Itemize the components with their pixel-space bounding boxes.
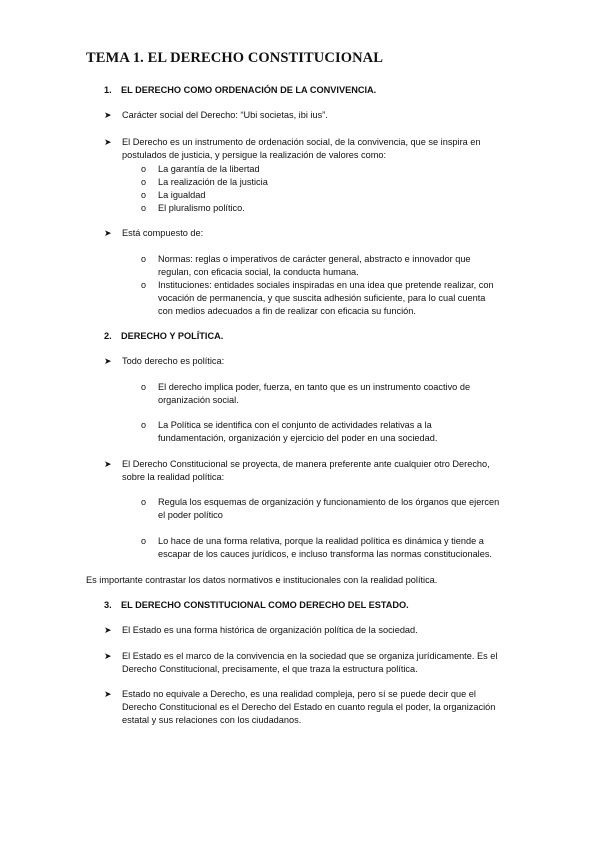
circle-bullet-icon: o (141, 177, 147, 187)
bullet-text: Estado no equivale a Derecho, es una realidad compleja, pero sí se puede decir que el (122, 689, 476, 699)
list-item: vocación de permanencia, y que suscita adhesión suficiente, para lo cual cuenta (158, 293, 486, 303)
list-item: Lo hace de una forma relativa, porque la realidad política es dinámica y tiende a (158, 536, 484, 546)
list-item: El pluralismo político. (158, 203, 245, 213)
list-item: escapar de los cauces jurídicos, e incluso transforma las normas constitucionales. (158, 549, 492, 559)
list-item: fundamentación, organización y ejercicio del poder en una sociedad. (158, 433, 438, 443)
arrow-bullet-icon: ➤ (104, 137, 112, 147)
section-number: 2. (104, 331, 112, 341)
bullet-text: El Derecho es un instrumento de ordenación social, de la convivencia, que se inspira en (122, 137, 481, 147)
bullet-text: Todo derecho es política: (122, 356, 225, 366)
list-item: Instituciones: entidades sociales inspiradas en una idea que pretende realizar, con (158, 280, 494, 290)
arrow-bullet-icon: ➤ (104, 228, 112, 238)
arrow-bullet-icon: ➤ (104, 356, 112, 366)
circle-bullet-icon: o (141, 536, 147, 546)
section-heading: EL DERECHO CONSTITUCIONAL COMO DERECHO DEL ESTADO. (121, 600, 409, 610)
arrow-bullet-icon: ➤ (104, 651, 112, 661)
bullet-text: postulados de justicia, y persigue la realización de valores como: (122, 150, 387, 160)
list-item: La garantía de la libertad (158, 164, 260, 174)
section-heading: EL DERECHO COMO ORDENACIÓN DE LA CONVIVENCIA. (121, 85, 377, 95)
list-item: con medios adecuados a fin de realizar con eficacia su función. (158, 306, 416, 316)
arrow-bullet-icon: ➤ (104, 625, 112, 635)
list-item: Normas: reglas o imperativos de carácter general, abstracto e innovador que (158, 254, 471, 264)
bullet-text: estatal y sus relaciones con los ciudadanos. (122, 715, 302, 725)
circle-bullet-icon: o (141, 497, 147, 507)
circle-bullet-icon: o (141, 203, 147, 213)
list-item: Regula los esquemas de organización y funcionamiento de los órganos que ejercen (158, 497, 500, 507)
list-item: regulan, con eficacia social, la conducta humana. (158, 267, 359, 277)
arrow-bullet-icon: ➤ (104, 459, 112, 469)
section-heading: DERECHO Y POLÍTICA. (121, 331, 224, 341)
circle-bullet-icon: o (141, 254, 147, 264)
list-item: La igualdad (158, 190, 206, 200)
bullet-text: El Estado es el marco de la convivencia en la sociedad que se organiza jurídicamente. Es el (122, 651, 498, 661)
bullet-text: Derecho Constitucional es el Derecho del Estado en cuanto regula el poder, la organización (122, 702, 496, 712)
circle-bullet-icon: o (141, 190, 147, 200)
list-item: El derecho implica poder, fuerza, en tanto que es un instrumento coactivo de (158, 382, 471, 392)
list-item: el poder político (158, 510, 223, 520)
bullet-text: Está compuesto de: (122, 228, 204, 238)
bullet-text: Derecho Constitucional, precisamente, el que traza la estructura política. (122, 664, 418, 674)
circle-bullet-icon: o (141, 164, 147, 174)
paragraph-note: Es importante contrastar los datos normativos e institucionales con la realidad política. (86, 575, 438, 585)
page-title: TEMA 1. EL DERECHO CONSTITUCIONAL (86, 50, 383, 66)
list-item: La Política se identifica con el conjunto de actividades relativas a la (158, 420, 432, 430)
circle-bullet-icon: o (141, 420, 147, 430)
bullet-text: sobre la realidad política: (122, 472, 225, 482)
list-item: organización social. (158, 395, 239, 405)
bullet-text: El Estado es una forma histórica de organización política de la sociedad. (122, 625, 418, 635)
circle-bullet-icon: o (141, 382, 147, 392)
section-number: 3. (104, 600, 112, 610)
list-item: La realización de la justicia (158, 177, 268, 187)
bullet-text: El Derecho Constitucional se proyecta, de manera preferente ante cualquier otro Derecho, (122, 459, 490, 469)
section-number: 1. (104, 85, 112, 95)
circle-bullet-icon: o (141, 280, 147, 290)
bullet-text: Carácter social del Derecho: “Ubi societas, ibi ius”. (122, 110, 328, 120)
arrow-bullet-icon: ➤ (104, 689, 112, 699)
arrow-bullet-icon: ➤ (104, 110, 112, 120)
